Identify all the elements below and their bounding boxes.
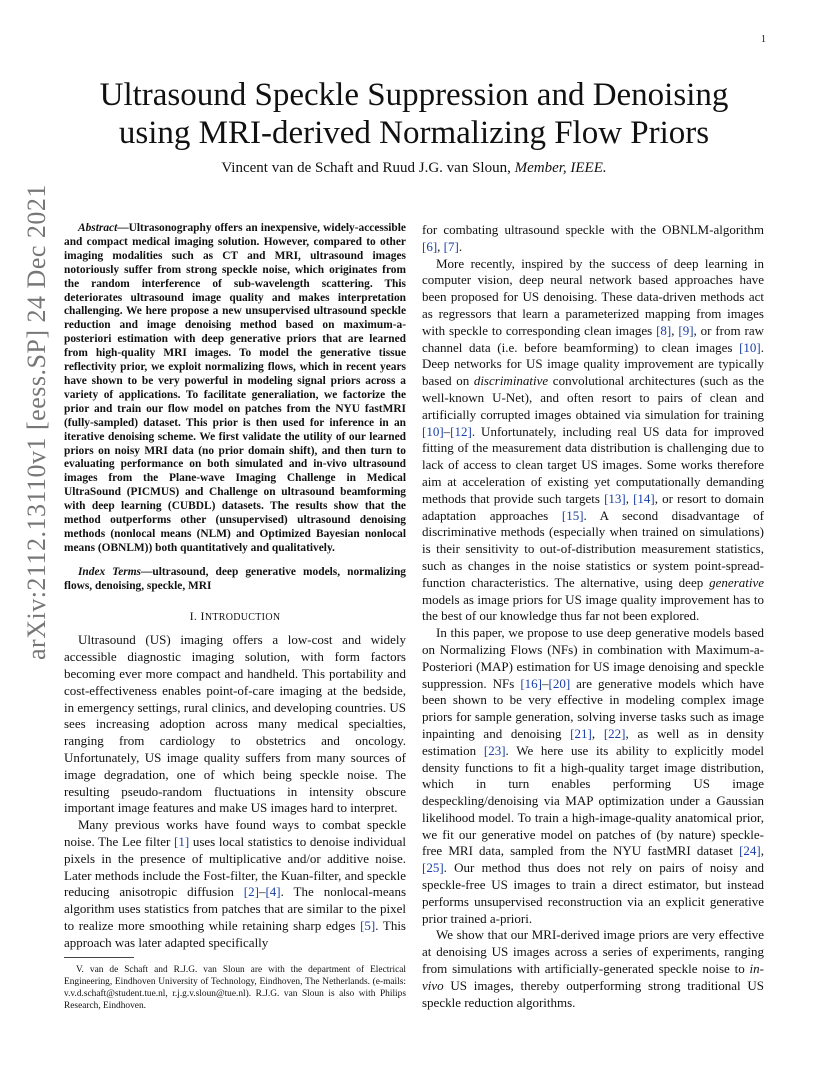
section-heading-introduction <box>64 608 406 627</box>
citation-link[interactable]: [14] <box>633 490 655 506</box>
arxiv-stamp[interactable]: arXiv:2112.13110v1 [eess.SP] 24 Dec 2021 <box>22 184 51 660</box>
page-number: 1 <box>761 34 766 45</box>
citation-link[interactable]: [12] <box>450 423 472 439</box>
citation-link[interactable]: [6] <box>422 238 438 254</box>
author-membership: Member, IEEE. <box>514 160 607 176</box>
section-numeral: I. <box>189 608 198 623</box>
index-terms <box>64 566 406 594</box>
citation-link[interactable]: [20] <box>548 675 571 691</box>
footnote-divider <box>64 957 134 958</box>
intro-paragraph-1: Ultrasound (US) imaging offers a low-cost and widely accessible diagnostic imaging solution, with form factors becoming ever more compact and handheld. This portability and cost-effectiveness enables point-of-care imaging at the bedside, in emergency settings, rural clinics, and developing countries. US sees increasing adoption across many medical specialties, ranging from cardiology to obstetrics and oncology. Unfortunately, US image quality suffers from many sources of image degradation, one of which being speckle noise. The resulting pseudo-random fluctuations in intensity obscure important image features and make US images hard to interpret. <box>64 632 406 816</box>
citation-link[interactable]: [13] <box>604 490 626 506</box>
author-names: Vincent van de Schaft and Ruud J.G. van Sloun, <box>221 160 511 176</box>
paper-title: Ultrasound Speckle Suppression and Denoising using MRI-derived Normalizing Flow Priors <box>99 77 729 151</box>
index-terms-lead: Index Terms <box>78 565 141 578</box>
abstract <box>64 222 406 556</box>
affiliation-footnote: V. van de Schaft and R.J.G. van Sloun are with the department of Electrical Engineering, Eindhoven University of Technology, Eindhoven, The Netherlands. (e-mails: v.v.d.schaft@student.tue.nl, r.j.g.v.sloun@tue.nl). R.J.G. van Sloun is also with Philips Research, Eindhoven. <box>64 965 406 1011</box>
intro-paragraph-2-continued: for combating ultrasound speckle with the OBNLM-algorithm [6], [7]. <box>422 222 764 254</box>
section-title-initial: I <box>200 608 205 623</box>
citation-link[interactable]: [1] <box>174 833 190 849</box>
citation-link[interactable]: [25] <box>422 860 444 876</box>
intro-paragraph-3: More recently, inspired by the success of deep learning in computer vision, deep neural network based approaches have been proposed for US denoising. These data-driven methods act as regressors that learn a parameterized mapping from images with speckle to corresponding clean images [8], [9], or from raw channel data (i.e. before beamforming) to clean images [10]. Deep networks for US image quality improvement are typically based on discriminative convolutional architectures (such as the well-known U-Net), and often resort to pairs of clean and artificially corrupted images obtained via simulation for training [10]–[12]. Unfortunately, including real US data for improved fitting of the measurement data distribution is challenging due to lack of access to clean target US images. Some works therefore aim at acceleration of existing yet computationally demanding methods that provide such targets [13], [14], or resort to domain adaptation approaches [15]. A second disadvantage of discriminative methods (especially when trained on simulations) is their sensitivity to out-of-distribution measurement statistics, such as changes in the noise statistics or system point-spread-function characteristics. The alternative, using deep generative models as image priors for US image quality improvement has to the best of our knowledge thus far not been explored. <box>422 255 764 624</box>
citation-link[interactable]: [4] <box>265 884 281 900</box>
citation-link[interactable]: [24] <box>739 843 761 859</box>
citation-link[interactable]: [5] <box>360 917 376 933</box>
index-terms-text: —ultrasound, deep generative models, normalizing flows, denoising, speckle, MRI <box>64 565 406 592</box>
abstract-lead: Abstract <box>78 222 118 234</box>
left-column <box>64 222 406 952</box>
citation-link[interactable]: [7] <box>443 238 459 254</box>
abstract-text: —Ultrasonography offers an inexpensive, widely-accessible and compact medical imaging solution. However, compared to other imaging modalities such as CT and MRI, ultrasound images notoriously suffer from strong speckle noise, which originates from the random interference of sub-wavelength scattering. This deteriorates ultrasound image quality and makes interpretation challenging. We here propose a new unsupervised ultrasound speckle reduction and image denoising method based on maximum-a-posteriori estimation with deep generative priors that are learned from high-quality MRI images. To model the generative tissue reflectivity prior, we exploit normalizing flows, which in recent years have shown to be very powerful in modeling signal priors across a variety of applications. To facilitate generaliation, we factorize the prior and train our flow model on patches from the NYU fastMRI (fully-sampled) dataset. This prior is then used for inference in an iterative denoising scheme. We first validate the utility of our learned priors on noisy MRI data (no prior domain shift), and then turn to evaluating performance on both simulated and in-vivo ultrasound images from the Plane-wave Imaging Challenge in Medical UltraSound (PICMUS) and Challenge on ultrasound beamforming with deep learning (CUBDL) datasets. The results show that the method outperforms other (unsupervised) ultrasound denoising methods (nonlocal means (NLM) and Optimized Bayesian nonlocal means (OBNLM)) both quantitatively and qualitatively. <box>64 222 406 554</box>
right-column <box>422 222 764 1011</box>
citation-link[interactable]: [16] <box>520 675 542 691</box>
citation-link[interactable]: [15] <box>561 507 584 523</box>
citation-link[interactable]: [21] <box>570 725 592 741</box>
intro-paragraph-4: In this paper, we propose to use deep generative models based on Normalizing Flows (NFs) in combination with Maximum-a-Posteriori (MAP) estimation for US image denoising and speckle suppression. NFs [16]–[20] are generative models which have been shown to be very effective in modeling complex image priors for sample generation, solving inverse tasks such as image inpainting and denoising [21], [22], as well as in density estimation [23]. We here use its ability to explicitly model density functions to fit a high-quality target image distribution, which in turn enables performing US image despeckling/denoising via MAP optimization under a Gaussian likelihood model. To train a high-image-quality anatomical prior, we fit our generative model on patches of (by nature) speckle-free MRI data, sampled from the NYU fastMRI dataset [24], [25]. Our method thus does not rely on pairs of noisy and speckle-free US images to train a direct estimator, but instead performs unsupervised reconstruction via an explicit generative prior trained a-priori. <box>422 625 764 926</box>
intro-paragraph-5: We show that our MRI-derived image priors are very effective at denoising US images across a series of experiments, ranging from simulations with artificially-generated speckle noise to in-vivo US images, thereby outperforming strong traditional US speckle reduction algorithms. <box>422 927 764 1010</box>
section-title-rest: NTRODUCTION <box>204 611 281 623</box>
citation-link[interactable]: [22] <box>603 725 626 741</box>
citation-link[interactable]: [8] <box>656 322 672 338</box>
citation-link[interactable]: [2] <box>243 884 259 900</box>
author-line <box>60 160 768 177</box>
citation-link[interactable]: [23] <box>483 742 506 758</box>
citation-link[interactable]: [10] <box>422 423 444 439</box>
citation-link[interactable]: [9] <box>678 322 694 338</box>
intro-paragraph-2: Many previous works have found ways to combat speckle noise. The Lee filter [1] uses local statistics to denoise individual pixels in the presence of multiplicative and/or additive noise. Later methods include the Fost-filter, the Kuan-filter, and speckle reducing anisotropic diffusion [2]–[4]. The nonlocal-means algorithm uses statistics from patches that are similar to the pixel to realize more smoothing while retaining sharp edges [5]. This approach was later adapted specifically <box>64 817 407 950</box>
citation-link[interactable]: [10] <box>739 339 761 355</box>
